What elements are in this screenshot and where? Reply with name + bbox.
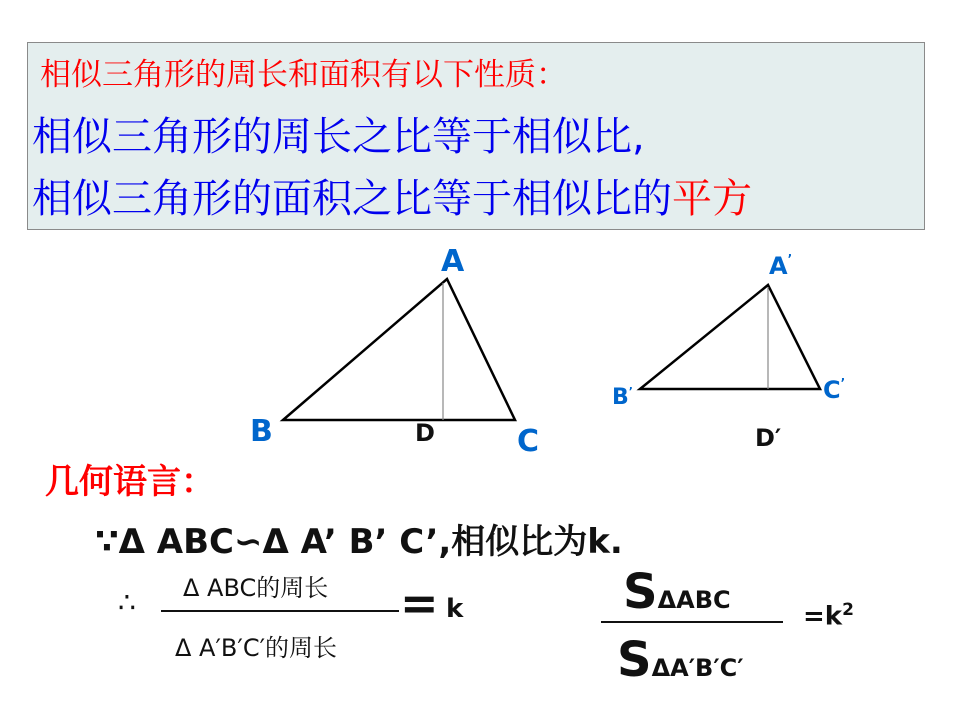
prime-mark-c: ’ bbox=[840, 376, 846, 390]
vertex-c-prime-letter: C bbox=[823, 376, 841, 404]
area-numerator-sub: ΔABC bbox=[657, 586, 731, 614]
perimeter-equals: = bbox=[400, 576, 439, 630]
area-result-text: =k bbox=[803, 601, 843, 632]
triangle-abc bbox=[283, 279, 515, 420]
foot-d-prime-label: D′ bbox=[755, 424, 782, 452]
therefore-symbol: ∴ bbox=[118, 586, 136, 619]
area-exponent: 2 bbox=[842, 600, 854, 620]
given-statement: ∵Δ ABC∽Δ A’ B’ C’,相似比为k. bbox=[95, 522, 623, 562]
properties-intro: 相似三角形的周长和面积有以下性质： bbox=[40, 57, 567, 93]
area-rule-main: 相似三角形的面积之比等于相似比的 bbox=[32, 176, 672, 222]
vertex-a-prime-label bbox=[769, 252, 792, 280]
vertex-a-prime-letter: A bbox=[769, 252, 788, 280]
prime-mark-b: ’ bbox=[628, 385, 633, 398]
area-numerator bbox=[623, 564, 731, 620]
area-denominator bbox=[617, 632, 744, 688]
area-result bbox=[803, 600, 854, 632]
area-numerator-s: S bbox=[623, 564, 658, 620]
perimeter-rule: 相似三角形的周长之比等于相似比, bbox=[32, 114, 645, 160]
perimeter-denominator: Δ A′B′C′的周长 bbox=[175, 634, 338, 662]
area-denominator-sub: ΔA′B′C′ bbox=[651, 654, 744, 682]
vertex-a-label: A bbox=[441, 244, 465, 279]
foot-d-label: D bbox=[415, 419, 435, 447]
vertex-b-label: B bbox=[250, 414, 273, 449]
perimeter-fraction-bar bbox=[161, 610, 399, 612]
prime-mark-a: ’ bbox=[787, 252, 793, 266]
vertex-b-prime-letter: B bbox=[612, 385, 629, 410]
area-fraction-bar bbox=[601, 621, 783, 623]
vertex-b-prime-label bbox=[612, 385, 633, 410]
vertex-c-prime-label bbox=[823, 376, 845, 404]
area-rule-highlight: 平方 bbox=[672, 176, 752, 222]
area-denominator-s: S bbox=[617, 632, 652, 688]
vertex-c-label: C bbox=[517, 424, 540, 459]
perimeter-numerator: Δ ABC的周长 bbox=[183, 574, 329, 602]
geometry-language-heading: 几何语言： bbox=[45, 462, 215, 502]
perimeter-ratio-k: k bbox=[446, 594, 464, 624]
triangle-a-prime-b-prime-c-prime bbox=[640, 285, 820, 389]
